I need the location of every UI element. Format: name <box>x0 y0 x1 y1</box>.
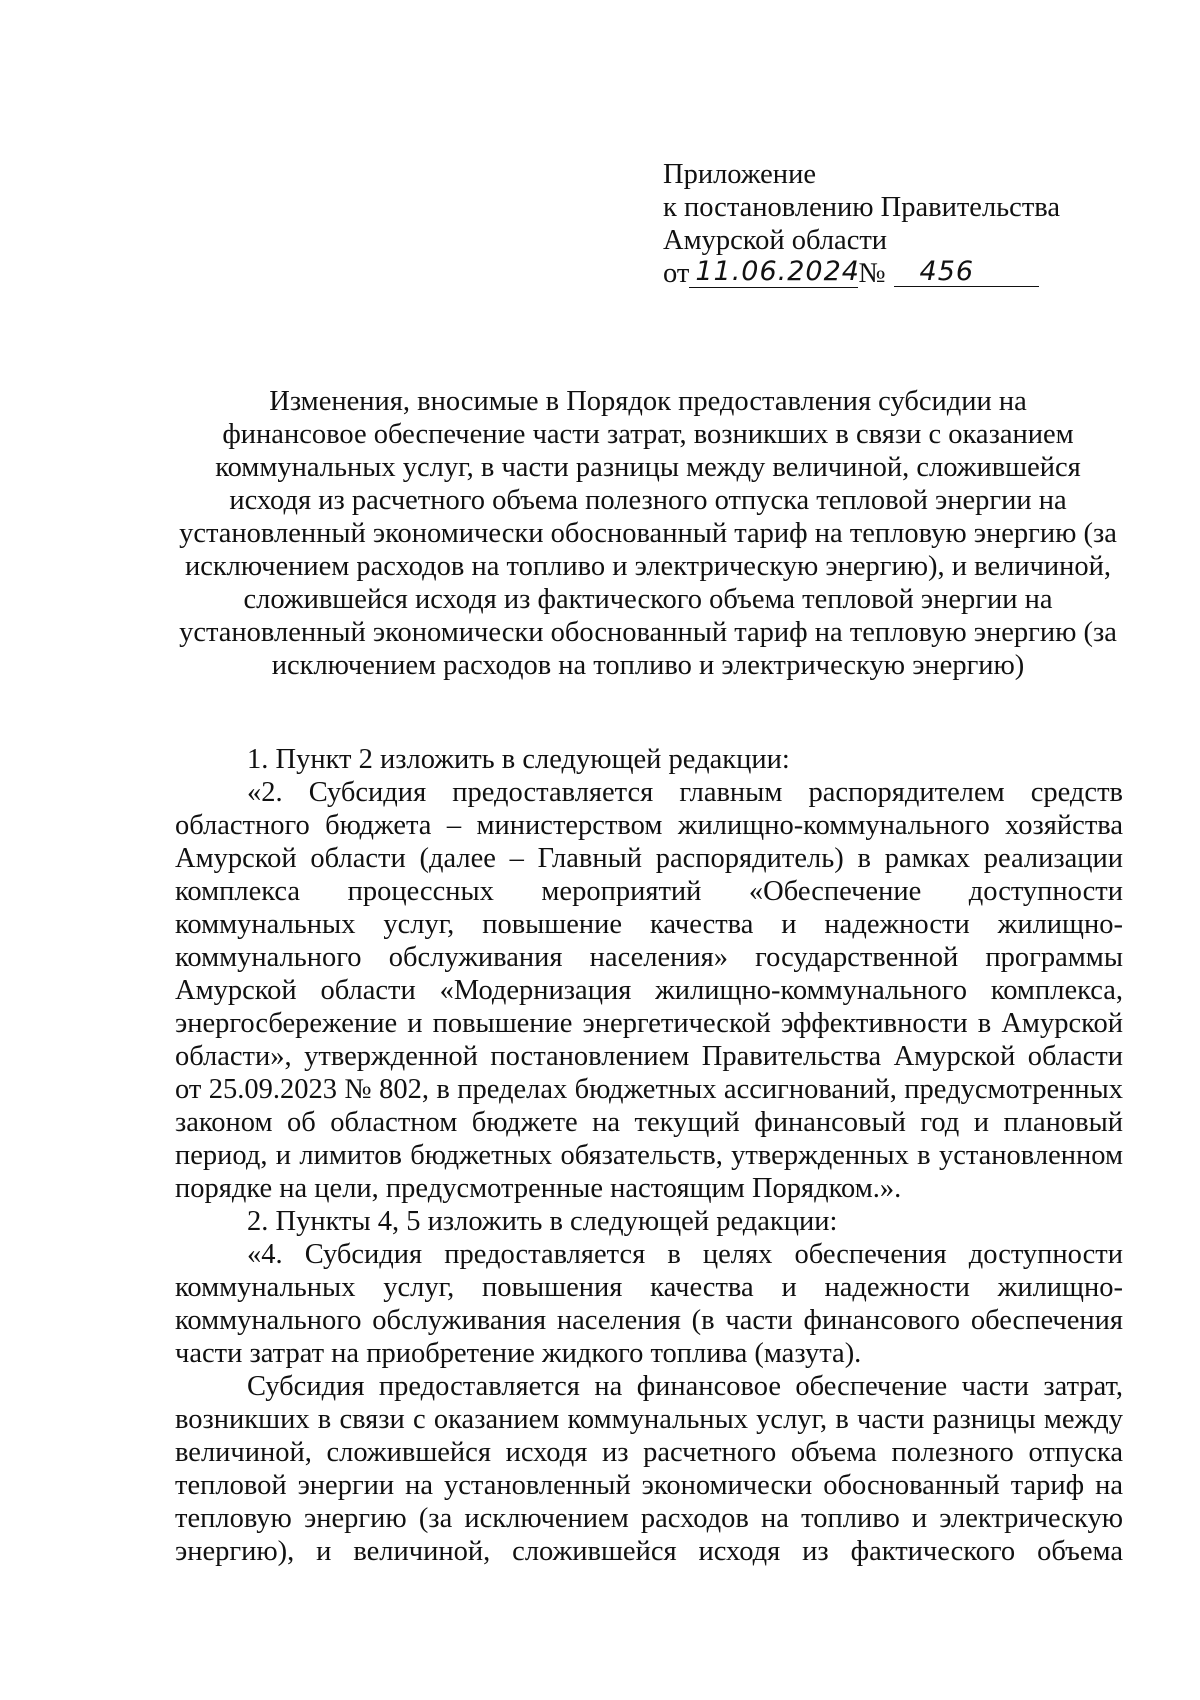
paragraph-point-4: «4. Субсидия предоставляется в целях обеспечения доступности коммунальных услуг, повышения качества и надежности жилищно-коммунального обслуживания населения (в части финансового обеспечения части затрат на приобретение жидкого топлива (мазута). <box>175 1239 1123 1369</box>
handwritten-number: 456 <box>919 256 975 287</box>
paragraph-item-1: 1. Пункт 2 изложить в следующей редакции: <box>247 744 790 775</box>
paragraph-subsidy-purpose: Субсидия предоставляется на финансовое обеспечение части затрат, возникших в связи с оказанием коммунальных услуг, в части разницы между величиной, сложившейся исходя из расчетного объема полезного отпуска тепловой энергии на установленный экономически обоснованный тариф на тепловую энергию (за исключением расходов на топливо и электрическую энергию), и величиной, сложившейся исходя из фактического объема <box>175 1371 1123 1567</box>
title-line: установленный экономически обоснованный тариф на тепловую энергию (за <box>179 617 1117 648</box>
title-line: исключением расходов на топливо и электрическую энергию) <box>271 650 1025 681</box>
title-line: финансовое обеспечение части затрат, возникших в связи с оказанием <box>222 419 1074 450</box>
date-field <box>689 257 858 288</box>
document-title <box>168 385 1128 682</box>
paragraph-item-2: 2. Пункты 4, 5 изложить в следующей редакции: <box>247 1206 838 1237</box>
appendix-region: Амурской области <box>663 225 888 256</box>
document-body <box>175 743 1123 1568</box>
appendix-block <box>663 158 1123 290</box>
title-line: коммунальных услуг, в части разницы между величиной, сложившейся <box>215 452 1081 483</box>
appendix-date-number-line <box>663 257 1123 290</box>
appendix-label: Приложение <box>663 159 816 190</box>
title-line: исходя из расчетного объема полезного отпуска тепловой энергии на <box>229 485 1067 516</box>
title-line: исключением расходов на топливо и электрическую энергию), и величиной, <box>184 551 1112 582</box>
title-line: Изменения, вносимые в Порядок предоставления субсидии на <box>269 386 1027 417</box>
number-field <box>894 257 1039 287</box>
appendix-resolution-ref: к постановлению Правительства <box>663 192 1061 223</box>
title-line: сложившейся исходя из фактического объема тепловой энергии на <box>243 584 1053 615</box>
handwritten-date: 11.06.2024 <box>695 256 860 287</box>
title-line: установленный экономически обоснованный тариф на тепловую энергию (за <box>179 518 1117 549</box>
number-sign: № <box>858 258 886 289</box>
date-prefix: от <box>663 258 690 289</box>
paragraph-point-2: «2. Субсидия предоставляется главным распорядителем средств областного бюджета – министерством жилищно-коммунального хозяйства Амурской области (далее – Главный распорядитель) в рамках реализации комплекса процессных мероприятий «Обеспечение доступности коммунальных услуг, повышение качества и надежности жилищно-коммунального обслуживания населения» государственной программы Амурской области «Модернизация жилищно-коммунального комплекса, энергосбережение и повышение энергетической эффективности в Амурской области», утвержденной постановлением Правительства Амурской области от 25.09.2023 № 802, в пределах бюджетных ассигнований, предусмотренных законом об областном бюджете на текущий финансовый год и плановый период, и лимитов бюджетных обязательств, утвержденных в установленном порядке на цели, предусмотренные настоящим Порядком.». <box>175 777 1123 1204</box>
